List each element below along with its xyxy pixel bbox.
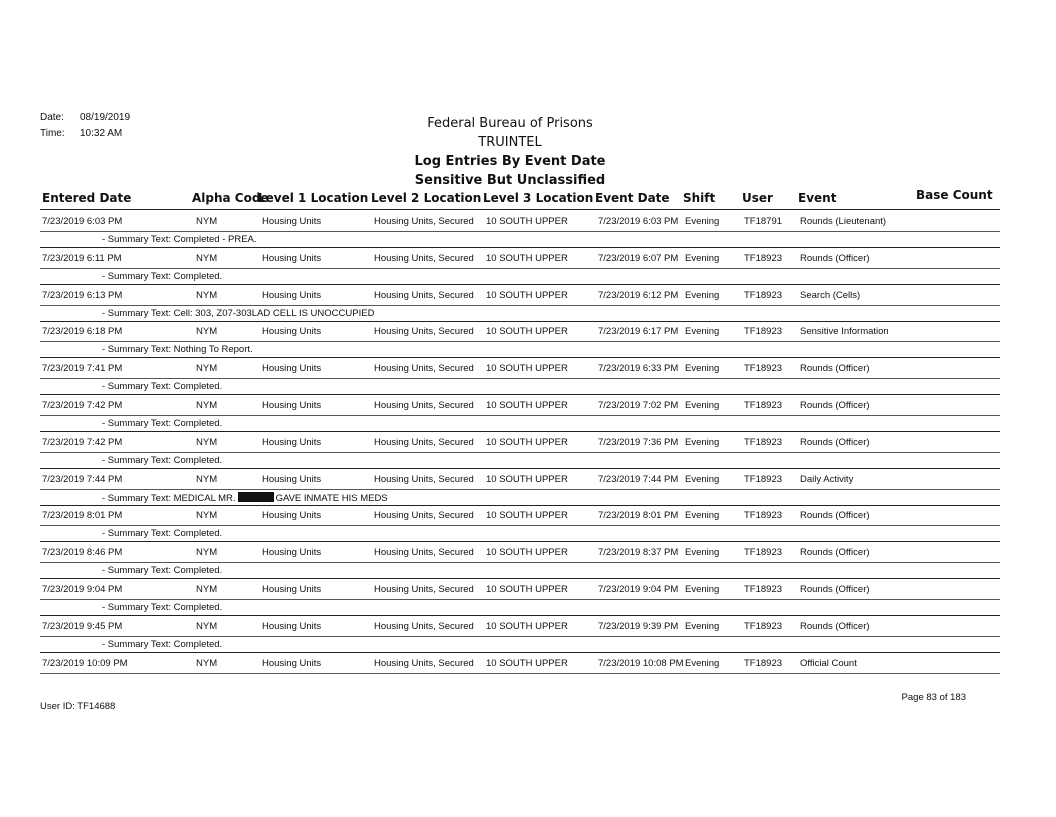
entry-underline bbox=[40, 268, 1000, 269]
user-cell: TF18923 bbox=[744, 289, 783, 301]
event-date-cell: 7/23/2019 7:36 PM bbox=[598, 436, 679, 448]
col-alpha-code: Alpha Code bbox=[192, 191, 269, 205]
level1-cell: Housing Units bbox=[262, 289, 322, 301]
event-date-cell: 7/23/2019 6:07 PM bbox=[598, 252, 679, 264]
entry-underline bbox=[40, 378, 1000, 379]
table-row bbox=[40, 320, 1000, 357]
event-cell: Rounds (Officer) bbox=[800, 510, 870, 522]
summary-text bbox=[102, 418, 222, 429]
shift-cell: Evening bbox=[685, 473, 720, 485]
event-date-cell: 7/23/2019 8:01 PM bbox=[598, 510, 679, 522]
col-shift: Shift bbox=[683, 191, 716, 205]
table-row bbox=[40, 247, 1000, 284]
summary-text bbox=[102, 639, 222, 650]
col-level1: Level 1 Location bbox=[258, 191, 369, 205]
level2-cell: Housing Units, Secured bbox=[374, 289, 474, 301]
level3-cell: 10 SOUTH UPPER bbox=[486, 400, 568, 411]
level2-cell: Housing Units, Secured bbox=[374, 547, 474, 559]
entry-underline bbox=[40, 562, 1000, 563]
level2-cell: Housing Units, Secured bbox=[374, 326, 474, 338]
event-date-cell: 7/23/2019 6:17 PM bbox=[598, 326, 679, 338]
col-user: User bbox=[742, 191, 773, 205]
event-date-cell: 7/23/2019 6:03 PM bbox=[598, 216, 679, 227]
entered-date-cell: 7/23/2019 6:18 PM bbox=[42, 326, 123, 338]
level3-cell: 10 SOUTH UPPER bbox=[486, 657, 568, 669]
entered-date-cell: 7/23/2019 7:42 PM bbox=[42, 400, 123, 411]
alpha-code-cell: NYM bbox=[196, 547, 218, 559]
entered-date-cell: 7/23/2019 6:13 PM bbox=[42, 289, 123, 301]
entry-underline bbox=[40, 636, 1000, 637]
level1-cell: Housing Units bbox=[262, 400, 322, 411]
level1-cell: Housing Units bbox=[262, 584, 322, 595]
user-cell: TF18923 bbox=[744, 657, 783, 669]
shift-cell: Evening bbox=[685, 363, 720, 375]
level1-cell: Housing Units bbox=[262, 510, 322, 522]
level1-cell: Housing Units bbox=[262, 473, 322, 485]
summary-text-value: - Summary Text: Completed. bbox=[102, 381, 223, 393]
table-row bbox=[40, 468, 1000, 505]
event-cell: Rounds (Lieutenant) bbox=[800, 216, 887, 227]
entry-underline bbox=[40, 452, 1000, 453]
level2-cell: Housing Units, Secured bbox=[374, 252, 474, 264]
shift-cell: Evening bbox=[685, 657, 720, 669]
level1-cell: Housing Units bbox=[262, 363, 322, 375]
title-classification: Sensitive But Unclassified bbox=[414, 173, 606, 188]
level2-cell: Housing Units, Secured bbox=[374, 584, 474, 595]
summary-text-value: - Summary Text: Cell: 303, Z07-303LAD CELL IS UNOCCUPIED bbox=[102, 307, 375, 319]
level1-cell: Housing Units bbox=[262, 657, 322, 669]
date-value: 08/19/2019 bbox=[80, 112, 131, 123]
entry-underline bbox=[40, 599, 1000, 600]
summary-text bbox=[102, 528, 222, 539]
entered-date-cell: 7/23/2019 8:01 PM bbox=[42, 510, 123, 522]
user-cell: TF18923 bbox=[744, 326, 783, 338]
summary-text-value: - Summary Text: Completed. bbox=[102, 270, 223, 282]
shift-cell: Evening bbox=[685, 326, 720, 338]
user-cell: TF18923 bbox=[744, 620, 783, 632]
level3-cell: 10 SOUTH UPPER bbox=[486, 216, 568, 227]
col-event-date: Event Date bbox=[595, 191, 670, 205]
table-row bbox=[40, 615, 1000, 652]
user-cell: TF18923 bbox=[744, 400, 783, 411]
user-cell: TF18923 bbox=[744, 584, 783, 595]
alpha-code-cell: NYM bbox=[196, 252, 218, 264]
level3-cell: 10 SOUTH UPPER bbox=[486, 584, 568, 595]
level3-cell: 10 SOUTH UPPER bbox=[486, 289, 568, 301]
user-cell: TF18791 bbox=[744, 216, 783, 227]
table-header bbox=[40, 188, 1016, 208]
event-date-cell: 7/23/2019 7:44 PM bbox=[598, 473, 679, 485]
alpha-code-cell: NYM bbox=[196, 510, 218, 522]
summary-text-value: - Summary Text: Completed. bbox=[102, 565, 223, 577]
summary-text bbox=[102, 381, 222, 392]
shift-cell: Evening bbox=[685, 547, 720, 559]
shift-cell: Evening bbox=[685, 584, 720, 595]
table-row bbox=[40, 431, 1000, 468]
summary-text bbox=[102, 565, 222, 576]
shift-cell: Evening bbox=[685, 510, 720, 522]
level3-cell: 10 SOUTH UPPER bbox=[486, 436, 568, 448]
event-cell: Daily Activity bbox=[800, 473, 854, 485]
level1-cell: Housing Units bbox=[262, 252, 322, 264]
event-date-cell: 7/23/2019 7:02 PM bbox=[598, 400, 679, 411]
summary-text-continued: GAVE INMATE HIS MEDS bbox=[275, 492, 388, 504]
event-cell: Rounds (Officer) bbox=[800, 363, 870, 375]
event-cell: Official Count bbox=[800, 657, 857, 669]
level2-cell: Housing Units, Secured bbox=[374, 657, 474, 669]
level2-cell: Housing Units, Secured bbox=[374, 510, 474, 522]
alpha-code-cell: NYM bbox=[196, 584, 218, 595]
level2-cell: Housing Units, Secured bbox=[374, 436, 474, 448]
table-row bbox=[40, 578, 1000, 615]
entered-date-cell: 7/23/2019 7:42 PM bbox=[42, 436, 123, 448]
level3-cell: 10 SOUTH UPPER bbox=[486, 473, 568, 485]
level2-cell: Housing Units, Secured bbox=[374, 473, 474, 485]
table-row bbox=[40, 541, 1000, 578]
shift-cell: Evening bbox=[685, 436, 720, 448]
entered-date-cell: 7/23/2019 9:04 PM bbox=[42, 584, 123, 595]
summary-text-value: - Summary Text: Completed. bbox=[102, 638, 223, 650]
report-meta bbox=[40, 110, 130, 142]
table-row bbox=[40, 394, 1000, 431]
col-level2: Level 2 Location bbox=[371, 191, 482, 205]
col-entered-date: Entered Date bbox=[42, 191, 132, 205]
level3-cell: 10 SOUTH UPPER bbox=[486, 547, 568, 559]
alpha-code-cell: NYM bbox=[196, 289, 218, 301]
user-cell: TF18923 bbox=[744, 473, 783, 485]
entered-date-cell: 7/23/2019 8:46 PM bbox=[42, 547, 123, 559]
table-row bbox=[40, 210, 1000, 247]
level2-cell: Housing Units, Secured bbox=[374, 363, 474, 375]
event-date-cell: 7/23/2019 10:08 PM bbox=[598, 657, 684, 669]
time-label: Time: bbox=[40, 128, 65, 139]
event-date-cell: 7/23/2019 9:04 PM bbox=[598, 584, 679, 595]
user-cell: TF18923 bbox=[744, 547, 783, 559]
event-cell: Rounds (Officer) bbox=[800, 584, 870, 595]
title-system: TRUINTEL bbox=[478, 135, 542, 150]
event-date-cell: 7/23/2019 6:12 PM bbox=[598, 289, 679, 301]
entered-date-cell: 7/23/2019 7:44 PM bbox=[42, 473, 123, 485]
level1-cell: Housing Units bbox=[262, 326, 322, 338]
footer-page-number: Page 83 of 183 bbox=[901, 692, 966, 703]
table-row bbox=[40, 357, 1000, 394]
alpha-code-cell: NYM bbox=[196, 326, 218, 338]
summary-text bbox=[102, 271, 222, 282]
event-cell: Rounds (Officer) bbox=[800, 400, 870, 411]
level2-cell: Housing Units, Secured bbox=[374, 216, 474, 227]
redaction-block bbox=[238, 492, 274, 502]
shift-cell: Evening bbox=[685, 400, 720, 411]
level2-cell: Housing Units, Secured bbox=[374, 400, 474, 411]
event-date-cell: 7/23/2019 9:39 PM bbox=[598, 620, 679, 632]
level2-cell: Housing Units, Secured bbox=[374, 620, 474, 632]
level1-cell: Housing Units bbox=[262, 216, 322, 227]
summary-text-value: - Summary Text: Completed. bbox=[102, 602, 223, 613]
entry-underline bbox=[40, 673, 1000, 674]
entry-underline bbox=[40, 341, 1000, 342]
title-agency: Federal Bureau of Prisons bbox=[427, 116, 593, 131]
event-cell: Rounds (Officer) bbox=[800, 547, 870, 559]
alpha-code-cell: NYM bbox=[196, 620, 218, 632]
entry-underline bbox=[40, 415, 1000, 416]
summary-text-value: - Summary Text: Nothing To Report. bbox=[102, 344, 253, 356]
shift-cell: Evening bbox=[685, 216, 720, 227]
entry-underline bbox=[40, 305, 1000, 306]
col-event: Event bbox=[798, 191, 837, 205]
shift-cell: Evening bbox=[685, 620, 720, 632]
summary-text-value: - Summary Text: Completed. bbox=[102, 418, 223, 429]
shift-cell: Evening bbox=[685, 252, 720, 264]
summary-text-value: - Summary Text: Completed - PREA. bbox=[102, 234, 257, 245]
alpha-code-cell: NYM bbox=[196, 657, 218, 669]
summary-text-value: - Summary Text: MEDICAL MR. bbox=[102, 492, 236, 504]
level1-cell: Housing Units bbox=[262, 436, 322, 448]
entry-underline bbox=[40, 525, 1000, 526]
event-cell: Sensitive Information bbox=[800, 326, 889, 338]
summary-text bbox=[102, 308, 374, 319]
event-cell: Rounds (Officer) bbox=[800, 252, 870, 264]
user-cell: TF18923 bbox=[744, 252, 783, 264]
entered-date-cell: 7/23/2019 6:11 PM bbox=[42, 252, 122, 264]
summary-text bbox=[102, 492, 388, 504]
report-title bbox=[330, 114, 690, 190]
summary-text-value: - Summary Text: Completed. bbox=[102, 528, 223, 540]
alpha-code-cell: NYM bbox=[196, 436, 218, 448]
entry-underline bbox=[40, 489, 1000, 490]
entry-underline bbox=[40, 231, 1000, 232]
event-cell: Rounds (Officer) bbox=[800, 436, 870, 448]
summary-text bbox=[102, 455, 222, 466]
summary-text bbox=[102, 602, 222, 613]
col-level3: Level 3 Location bbox=[483, 191, 594, 205]
summary-text bbox=[102, 344, 253, 355]
alpha-code-cell: NYM bbox=[196, 400, 218, 411]
user-cell: TF18923 bbox=[744, 436, 783, 448]
table-row bbox=[40, 284, 1000, 321]
user-cell: TF18923 bbox=[744, 510, 783, 522]
shift-cell: Evening bbox=[685, 289, 720, 301]
level3-cell: 10 SOUTH UPPER bbox=[486, 620, 568, 632]
event-date-cell: 7/23/2019 6:33 PM bbox=[598, 363, 679, 375]
alpha-code-cell: NYM bbox=[196, 216, 218, 227]
summary-text bbox=[102, 234, 257, 245]
event-cell: Rounds (Officer) bbox=[800, 620, 870, 632]
level3-cell: 10 SOUTH UPPER bbox=[486, 510, 568, 522]
entered-date-cell: 7/23/2019 9:45 PM bbox=[42, 620, 123, 632]
col-base-count: Base Count bbox=[916, 188, 993, 202]
entered-date-cell: 7/23/2019 7:41 PM bbox=[42, 363, 123, 375]
time-value: 10:32 AM bbox=[80, 128, 123, 139]
level3-cell: 10 SOUTH UPPER bbox=[486, 363, 568, 375]
level1-cell: Housing Units bbox=[262, 620, 322, 632]
summary-text-value: - Summary Text: Completed. bbox=[102, 454, 223, 466]
user-cell: TF18923 bbox=[744, 363, 783, 375]
level3-cell: 10 SOUTH UPPER bbox=[486, 252, 568, 264]
event-cell: Search (Cells) bbox=[800, 289, 861, 301]
alpha-code-cell: NYM bbox=[196, 473, 218, 485]
level1-cell: Housing Units bbox=[262, 547, 322, 559]
entered-date-cell: 7/23/2019 6:03 PM bbox=[42, 216, 123, 227]
table-row bbox=[40, 652, 1000, 689]
level3-cell: 10 SOUTH UPPER bbox=[486, 326, 568, 338]
event-date-cell: 7/23/2019 8:37 PM bbox=[598, 547, 679, 559]
alpha-code-cell: NYM bbox=[196, 363, 218, 375]
table-row bbox=[40, 504, 1000, 541]
title-report-name: Log Entries By Event Date bbox=[414, 154, 606, 169]
date-label: Date: bbox=[40, 112, 64, 123]
entered-date-cell: 7/23/2019 10:09 PM bbox=[42, 657, 128, 669]
footer-user-id: User ID: TF14688 bbox=[40, 701, 116, 712]
